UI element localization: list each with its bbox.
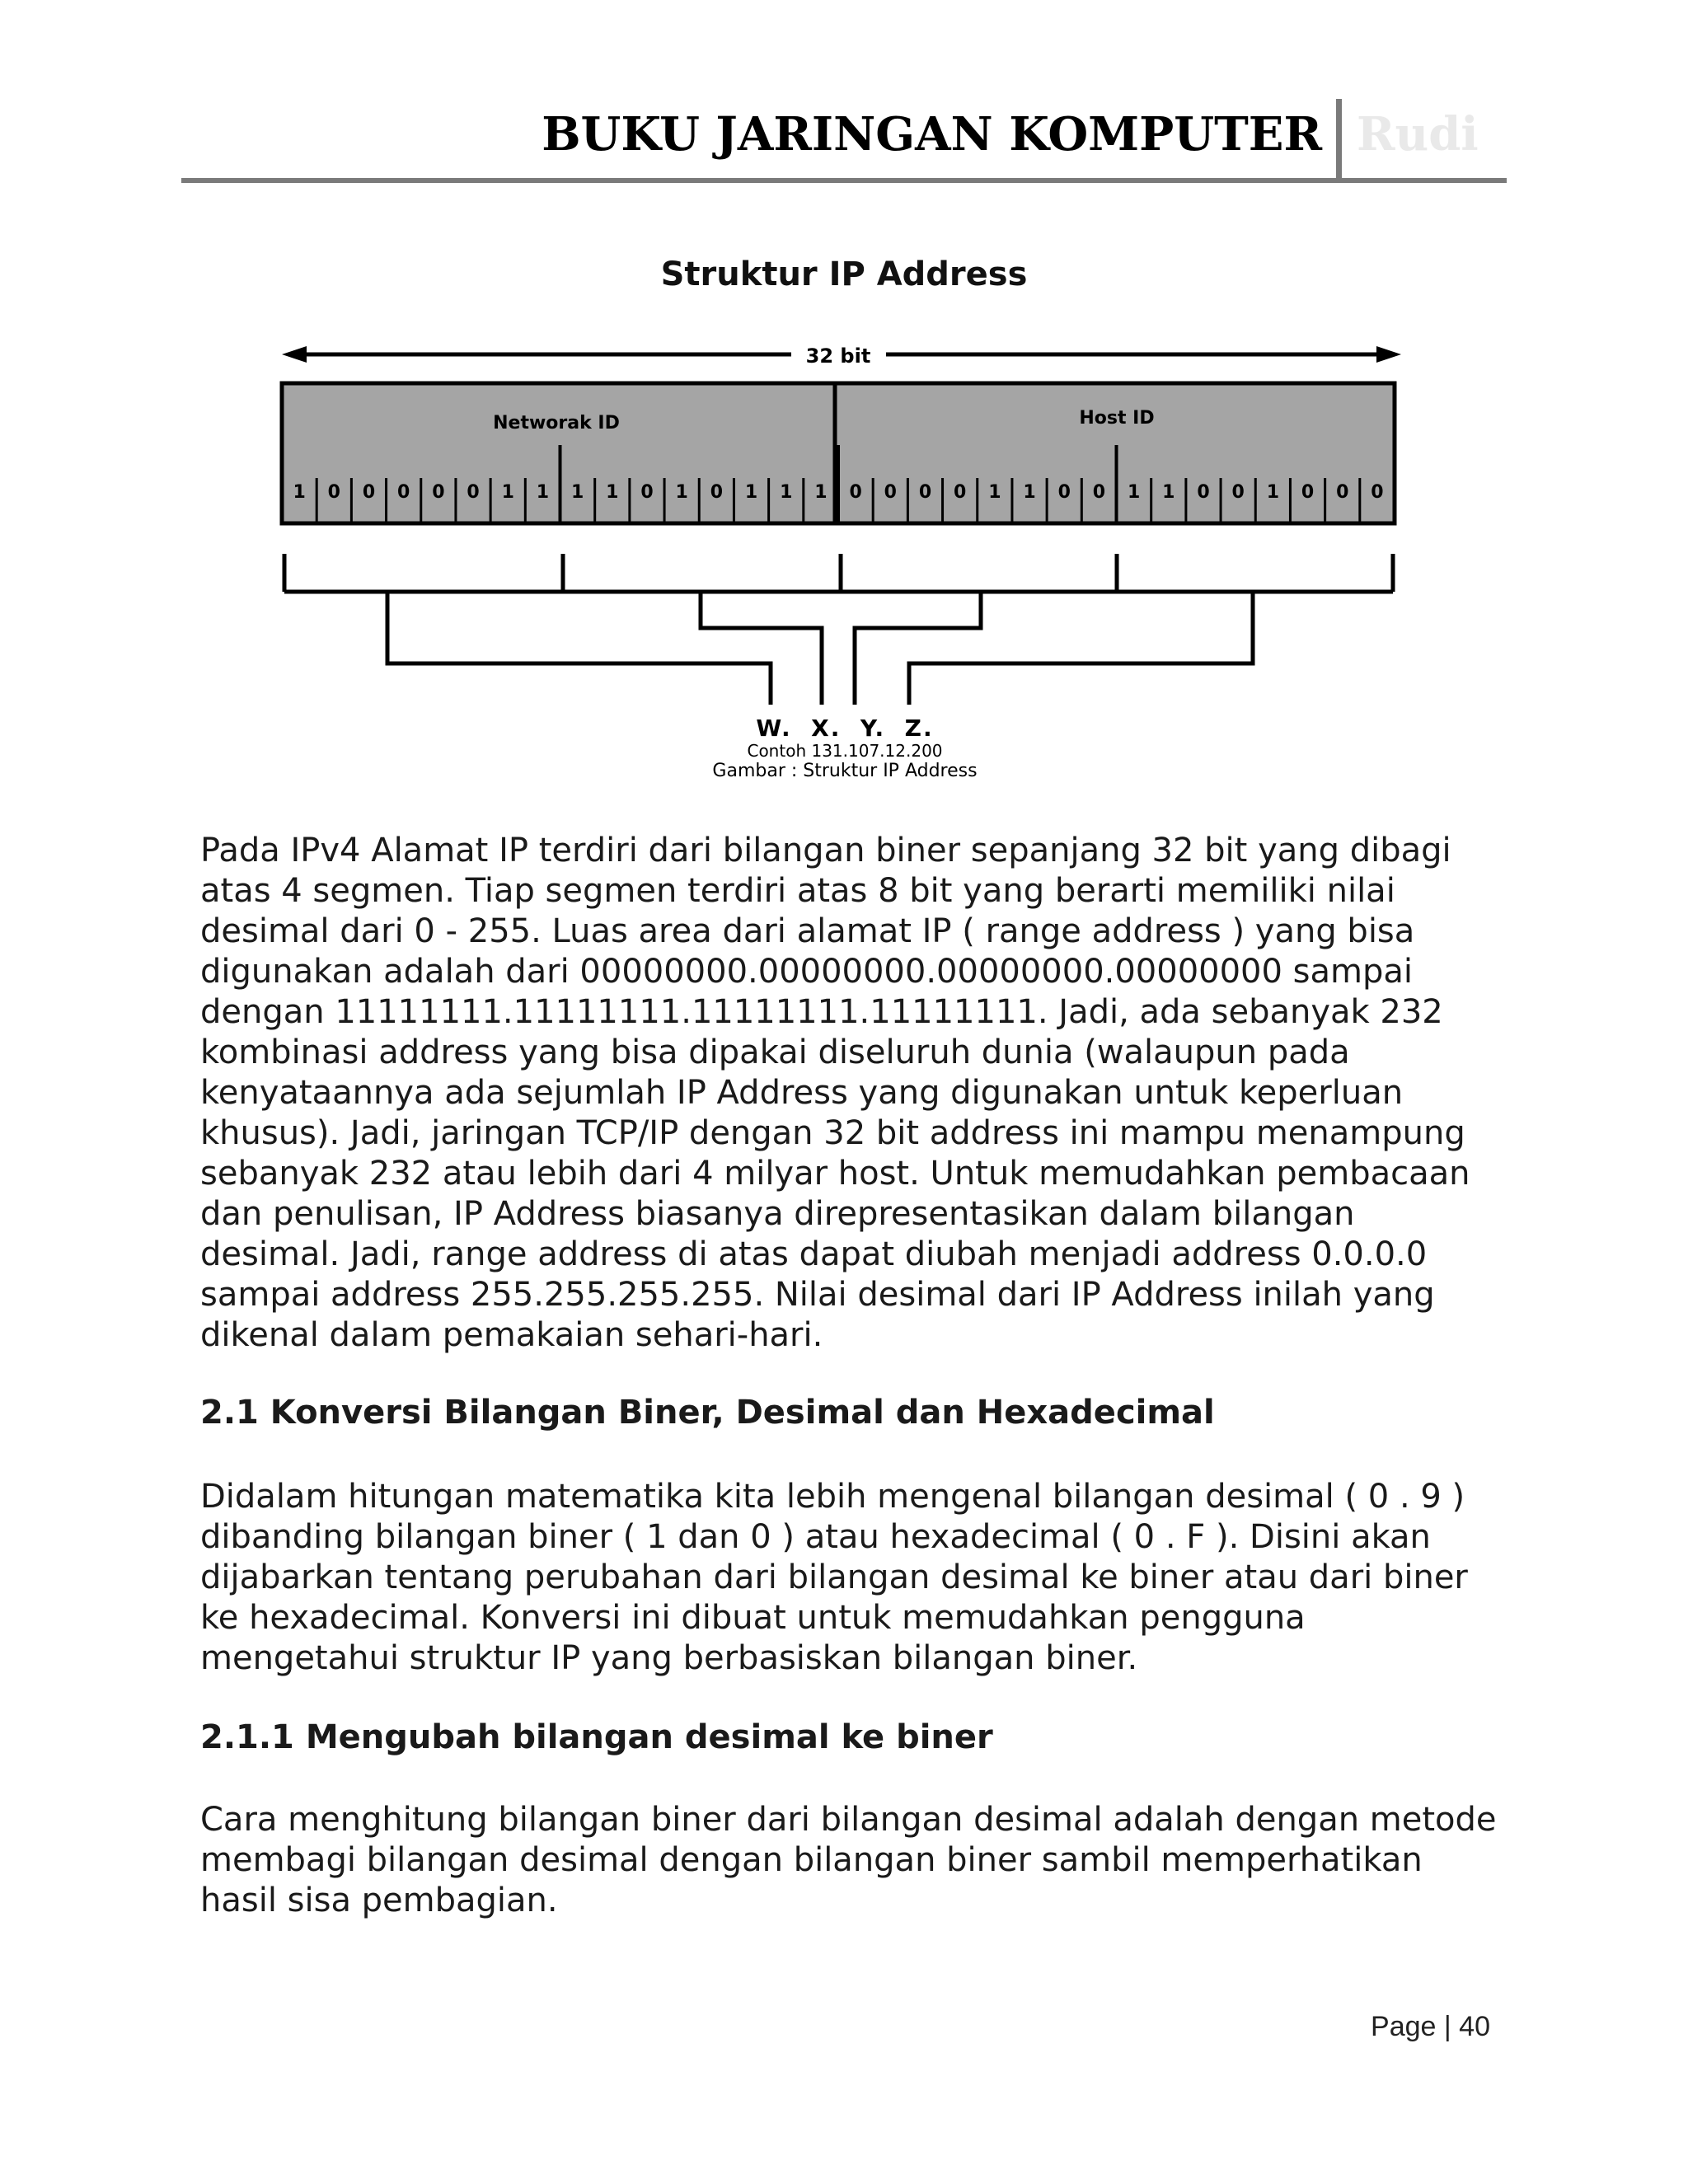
bit-value: 1 (1127, 482, 1141, 503)
paragraph-cara: Cara menghitung bilangan biner dari bilangan desimal adalah dengan metode membagi bilangan desimal dengan bilangan biner sambil memperhatikan hasil sisa pembagian. (200, 1801, 1497, 1919)
ip-structure-diagram (272, 330, 1426, 791)
paragraph-ipv4: Pada IPv4 Alamat IP terdiri dari bilangan biner sepanjang 32 bit yang dibagi atas 4 segmen. Tiap segmen terdiri atas 8 bit yang berarti memiliki nilai desimal dari 0 - 255. Luas area dari alamat IP ( range address ) yang bisa digunakan adalah dari 00000000.00000000.00000000.00000000 sampai dengan 11111111.11111111.11111111.11111111. Jadi, ada sebanyak 232 kombinasi address yang bisa dipakai diseluruh dunia (walaupun pada kenyataannya ada sejumlah IP Address yang digunakan untuk keperluan khusus). Jadi, jaringan TCP/IP dengan 32 bit address ini mampu menampung sebanyak 232 atau lebih dari 4 milyar host. Untuk memudahkan pembacaan dan penulisan, IP Address biasanya direpresentasikan dalam bilangan desimal. Jadi, range address di atas dapat diubah menjadi address 0.0.0.0 sampai address 255.255.255.255. Nilai desimal dari IP Address inilah yang dikenal dalam pemakaian sehari-hari. (200, 832, 1470, 1354)
heading-2-1-1: 2.1.1 Mengubah bilangan desimal ke biner (200, 1718, 993, 1756)
bit-value: 0 (849, 482, 862, 503)
figure-title: Struktur IP Address (660, 255, 1028, 293)
bit-value: 1 (744, 482, 758, 503)
bit-value: 0 (1301, 482, 1315, 503)
bit-value: 1 (501, 482, 514, 503)
paragraph-konversi: Didalam hitungan matematika kita lebih mengenal bilangan desimal ( 0 . 9 ) dibanding bilangan biner ( 1 dan 0 ) atau hexadecimal ( 0 . F ). Disini akan dijabarkan tentang perubahan dari bilangan desimal ke biner atau dari biner ke hexadecimal. Konversi ini dibuat untuk memudahkan pengguna mengetahui struktur IP yang berbasiskan bilangan biner. (200, 1478, 1468, 1677)
figure-caption: Gambar : Struktur IP Address (712, 761, 978, 781)
bit-value: 1 (814, 482, 828, 503)
author-name: Rudi (1357, 107, 1479, 162)
bit-value: 0 (1231, 482, 1245, 503)
bit-value: 1 (988, 482, 1001, 503)
bit-value: 0 (362, 482, 376, 503)
page-number: Page | 40 (1371, 2011, 1490, 2042)
bit-value: 1 (293, 482, 306, 503)
bit-value: 0 (1057, 482, 1071, 503)
bit-value: 1 (675, 482, 688, 503)
octet-letters: W. X. Y. Z. (756, 715, 934, 742)
header-separator (1336, 99, 1342, 180)
bit-value: 0 (1092, 482, 1106, 503)
host-id-label: Host ID (1079, 408, 1155, 429)
bit-width-label: 32 bit (805, 344, 871, 368)
network-id-label: Networak ID (493, 413, 620, 434)
bit-value: 0 (432, 482, 445, 503)
bit-width-arrow (282, 344, 1401, 368)
octet-brackets (284, 554, 1393, 705)
bit-value: 0 (1336, 482, 1349, 503)
bit-value: 0 (710, 482, 723, 503)
page-header (181, 99, 1507, 181)
bit-value: 0 (327, 482, 340, 503)
example-address: Contoh 131.107.12.200 (747, 741, 943, 761)
bit-value: 1 (780, 482, 793, 503)
bit-value: 0 (1197, 482, 1210, 503)
book-title: BUKU JARINGAN KOMPUTER (542, 107, 1322, 162)
bit-value: 0 (397, 482, 410, 503)
bit-value: 1 (1162, 482, 1175, 503)
bit-value: 0 (467, 482, 480, 503)
bit-value: 0 (918, 482, 932, 503)
bit-value: 1 (570, 482, 584, 503)
bit-value: 0 (1371, 482, 1384, 503)
bit-value: 1 (1023, 482, 1036, 503)
bit-value: 1 (606, 482, 619, 503)
bit-value: 1 (1266, 482, 1279, 503)
bit-value: 0 (640, 482, 654, 503)
heading-2-1: 2.1 Konversi Bilangan Biner, Desimal dan Hexadecimal (200, 1394, 1215, 1432)
header-rule (181, 178, 1507, 183)
bit-value: 0 (954, 482, 967, 503)
bit-value: 0 (884, 482, 897, 503)
bit-value: 1 (536, 482, 550, 503)
